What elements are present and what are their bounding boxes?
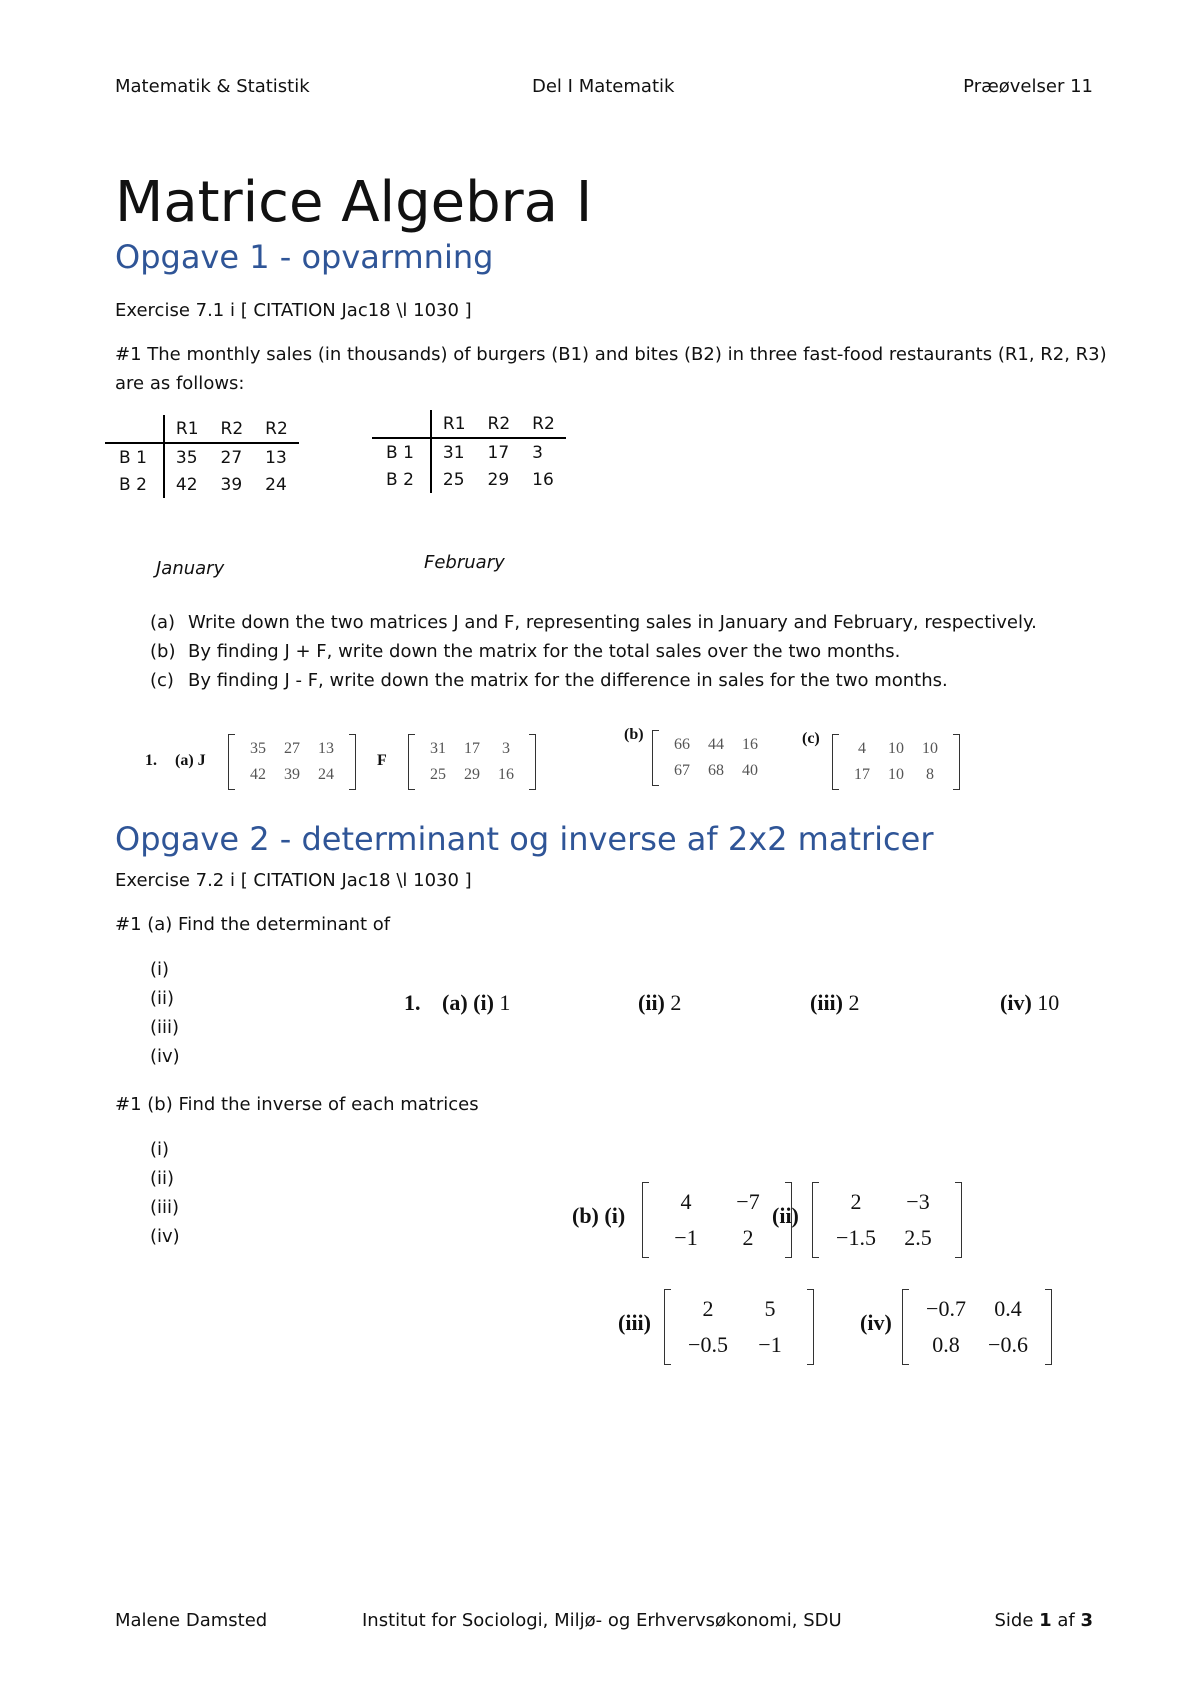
matrix-F-grid [415,734,529,790]
inverse-matrix-i-grid [649,1182,785,1258]
roman-item: (iii) [150,1197,180,1218]
matrix-cell: 2 [850,1189,862,1214]
january-table [105,415,299,498]
roman-list-b [150,1135,180,1251]
matrix-J [228,734,356,790]
cell: 35 [175,447,198,468]
matrix-cell: 16 [742,736,758,753]
header-right: Præøvelser 11 [963,76,1093,97]
matrix-cell: 40 [742,762,758,779]
question-label: (b) [150,641,176,662]
col-header: R2 [210,415,255,443]
matrix-cell: 8 [926,766,934,783]
roman-item: (iv) [150,1226,180,1247]
matrix-cell: −0.7 [926,1296,966,1321]
question-text: Write down the two matrices J and F, representing sales in January and February, respectively. [188,612,1037,633]
matrix-cell: 67 [674,762,690,779]
matrix-cell: 4 [858,740,866,757]
inverse-matrix-ii [812,1182,962,1258]
header-center: Del I Matematik [532,76,675,97]
matrix-J-grid [235,734,349,790]
matrix-cell: 10 [922,740,938,757]
question-label: (c) [150,670,174,691]
inverse-matrix-iii [664,1289,814,1365]
cell: 39 [220,474,243,495]
roman-item: (iii) [150,1017,180,1038]
det-answer-i: (a) (i) 1 [442,990,511,1015]
row-label: B 1 [372,438,431,466]
matrix-cell: 42 [250,766,266,783]
inverse-label-iv: (iv) [860,1310,892,1335]
matrix-cell: 29 [464,766,480,783]
cell: 25 [442,469,465,490]
matrix-cell: 44 [708,736,724,753]
roman-item: (ii) [150,988,175,1009]
inverse-label-ii: (ii) [772,1203,799,1228]
matrix-cell: 17 [854,766,870,783]
matrix-cell: 5 [764,1296,776,1321]
matrix-cell: 27 [284,740,300,757]
opgave1-intro: #1 The monthly sales (in thousands) of burgers (B1) and bites (B2) in three fast-food restaurants (R1, R2, R3) are as follows: [115,344,1107,394]
matrix-cell: 3 [502,740,510,757]
det-answer-iv: (iv) 10 [1000,990,1060,1015]
matrix-F [408,734,536,790]
inverse-matrix-iv-grid [909,1289,1045,1365]
roman-item: (iv) [150,1046,180,1067]
inverse-matrix-ii-grid [819,1182,955,1258]
question-label: (a) [150,612,176,633]
matrix-cell: 25 [430,766,446,783]
answer-prefix: 1. [145,752,157,769]
col-header: R2 [477,410,522,438]
inverse-matrix-iv [902,1289,1052,1365]
matrix-cell: 68 [708,762,724,779]
january-table-wrap [105,415,299,498]
matrix-cell: 13 [318,740,334,757]
cell: 16 [532,469,554,490]
cell: 42 [175,474,198,495]
opgave2-exercise-ref: Exercise 7.2 i [ CITATION Jac18 \l 1030 ] [115,870,472,891]
matrix-cell: 35 [250,740,266,757]
february-table-wrap [372,410,566,493]
inverse-matrix-iii-grid [671,1289,807,1365]
row-label: B 2 [105,471,164,498]
matrix-cell: 39 [284,766,300,783]
matrix-cell: 4 [680,1189,692,1214]
col-header: R2 [521,410,566,438]
answer-c-label: (c) [802,730,820,747]
inverse-label-i: (b) (i) [572,1203,626,1228]
det-answer-iii: (iii) 2 [810,990,860,1015]
matrix-cell: −0.6 [988,1332,1028,1357]
roman-item: (i) [150,1139,170,1160]
answer-b-label: (b) [624,726,644,743]
roman-item: (ii) [150,1168,175,1189]
cell: 3 [532,442,543,463]
matrix-cell: 10 [888,740,904,757]
matrix-JplusF-grid [659,730,773,786]
matrix-cell: 24 [318,766,334,783]
matrix-cell: 17 [464,740,480,757]
col-header: R1 [164,415,210,443]
opgave2-part-a: #1 (a) Find the determinant of [115,914,391,935]
matrix-cell: 66 [674,736,690,753]
opgave2-heading: Opgave 2 - determinant og inverse af 2x2 matricer [115,820,934,858]
question-c [150,670,948,691]
cell: 17 [487,442,510,463]
answer-F-label: F [377,752,387,769]
matrix-cell: −1 [758,1332,782,1357]
roman-list-a [150,955,180,1071]
row-label: B 2 [372,466,431,493]
february-caption: February [424,552,505,573]
matrix-cell: −1.5 [836,1225,876,1250]
det-answer-ii: (ii) 2 [638,990,682,1015]
cell: 29 [487,469,510,490]
header-left: Matematik & Statistik [115,76,310,97]
answer-a-label: (a) J [175,752,206,769]
matrix-cell: 10 [888,766,904,783]
cell: 27 [220,447,243,468]
matrix-cell: 31 [430,740,446,757]
cell: 13 [265,447,287,468]
matrix-JminusF [832,734,960,790]
cell: 24 [265,474,287,495]
footer-author: Malene Damsted [115,1610,268,1631]
question-text: By finding J + F, write down the matrix for the total sales over the two months. [188,641,901,662]
matrix-cell: 0.8 [932,1332,960,1357]
question-a [150,612,1037,633]
matrix-cell: 2 [742,1225,754,1250]
question-b [150,641,900,662]
matrix-JplusF [652,730,780,786]
matrix-cell: 16 [498,766,514,783]
matrix-cell: −1 [674,1225,698,1250]
february-table [372,410,566,493]
matrix-cell: 2.5 [904,1225,932,1250]
col-header: R2 [254,415,299,443]
footer-page-number: Side 1 af 3 [994,1610,1093,1631]
opgave1-heading: Opgave 1 - opvarmning [115,238,494,276]
matrix-cell: −7 [736,1189,760,1214]
matrix-cell: −3 [906,1189,930,1214]
row-label: B 1 [105,443,164,471]
opgave2-part-b: #1 (b) Find the inverse of each matrices [115,1094,479,1115]
opgave1-exercise-ref: Exercise 7.1 i [ CITATION Jac18 \l 1030 ] [115,300,472,321]
matrix-cell: 2 [702,1296,714,1321]
inverse-matrix-i [642,1182,792,1258]
matrix-cell: 0.4 [994,1296,1022,1321]
matrix-JminusF-grid [839,734,953,790]
january-caption: January [156,558,225,579]
det-answer-prefix: 1. [404,990,421,1015]
page-title: Matrice Algebra I [115,170,593,235]
inverse-label-iii: (iii) [618,1310,651,1335]
matrix-cell: −0.5 [688,1332,728,1357]
footer-institute: Institut for Sociologi, Miljø- og Erhvervsøkonomi, SDU [362,1610,842,1631]
cell: 31 [442,442,465,463]
roman-item: (i) [150,959,170,980]
col-header: R1 [431,410,477,438]
question-text: By finding J - F, write down the matrix for the difference in sales for the two months. [188,670,948,691]
